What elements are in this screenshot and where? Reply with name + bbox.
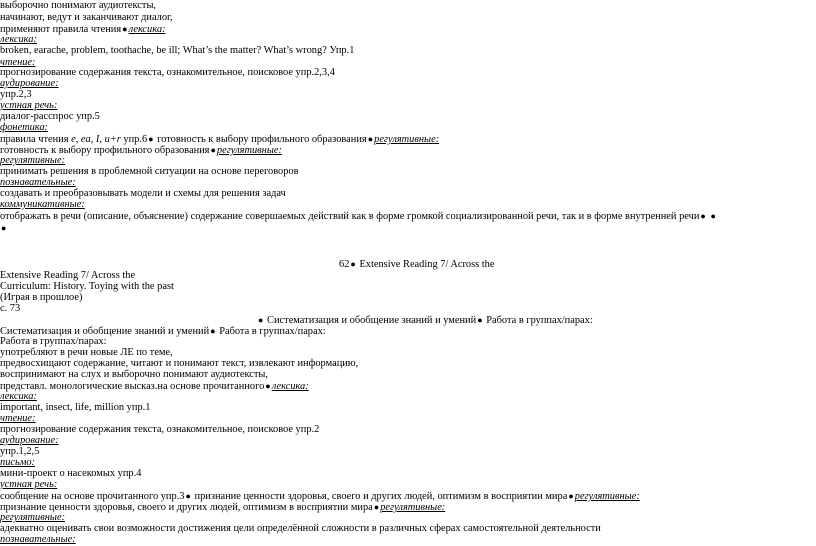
section-heading: регулятивные: (380, 502, 446, 513)
section-heading: лексика: (0, 391, 37, 402)
text-line: упр.2,3 (0, 89, 32, 100)
section-heading: письмо: (0, 457, 36, 468)
bullet-icon: ● (568, 491, 574, 501)
bullet-icon: ● (477, 315, 483, 325)
section-heading: аудирование: (0, 78, 59, 89)
text-segment: упр.6 (120, 134, 148, 145)
bullet-icon: ● (148, 134, 154, 144)
text-line: прогнозирование содержания текста, ознакомительное, поисковое упр.2,3,4 (0, 67, 335, 78)
bullet-icon: ● (350, 259, 356, 269)
text-segment: сообщение на основе прочитанного упр.3 (0, 491, 185, 502)
section-heading: аудирование: (0, 435, 59, 446)
text-line: начинают, ведут и заканчивают диалог, (0, 12, 173, 23)
section-heading: лексика: (128, 24, 166, 35)
lesson-title: Extensive Reading 7/ Across the (359, 259, 495, 270)
section-heading: фонетика: (0, 122, 49, 133)
text-segment: Работа в группах/парах: (486, 315, 593, 326)
text-line: адекватно оценивать свои возможности достижения цели определённой сложности в различных сферах самостоятельной деятельности (0, 523, 601, 534)
text-line: Работа в группах/парах: (0, 336, 107, 347)
bullet-icon: ● (1, 223, 7, 233)
section-heading: устная речь: (0, 100, 58, 111)
lesson-number: 62 (339, 259, 350, 270)
section-heading: лексика: (0, 34, 37, 45)
text-segment: e, ea, I, u+r (71, 134, 121, 145)
bullet-icon: ● (710, 211, 716, 221)
bullet-icon: ● (700, 211, 706, 221)
text-line: создавать и преобразовывать модели и схемы для решения задач (0, 188, 286, 199)
text-line: упр.1,2,5 (0, 446, 40, 457)
text-segment: Систематизация и обобщение знаний и умений (267, 315, 477, 326)
text-segment: готовность к выбору профильного образования (154, 134, 367, 145)
section-heading: регулятивные: (0, 512, 66, 523)
text-segment: Систематизация и обобщение знаний и умений (0, 326, 210, 337)
text-line: выборочно понимают аудиотексты, (0, 0, 157, 11)
text-line: broken, earache, problem, toothache, be ill; What’s the matter? What’s wrong? Упр.1 (0, 45, 355, 56)
text-segment: применяют правила чтения (0, 24, 122, 35)
text-segment: правила чтения (0, 134, 72, 145)
text-line: употребляют в речи новые ЛЕ по теме, (0, 347, 173, 358)
text-line (0, 222, 7, 235)
section-heading: регулятивные: (374, 134, 440, 145)
text-line: диалог-расспрос упр.5 (0, 111, 100, 122)
section-heading: познавательные: (0, 534, 76, 545)
text-line: Extensive Reading 7/ Across the (0, 270, 136, 281)
bullet-icon: ● (258, 315, 264, 325)
text-segment: отображать в речи (описание, объяснение) содержание совершаемых действий как в форме громкой социализированной речи, так и в форме внутренней речи (0, 211, 700, 222)
section-heading: чтение: (0, 413, 36, 424)
section-heading: регулятивные: (216, 145, 282, 156)
text-segment: готовность к выбору профильного образования (0, 145, 210, 156)
section-heading: коммуникативные: (0, 199, 85, 210)
text-segment: Работа в группах/парах: (219, 326, 326, 337)
bullet-icon: ● (265, 381, 271, 391)
text-line: important, insect, life, million упр.1 (0, 402, 151, 413)
text-line: принимать решения в проблемной ситуации на основе переговоров (0, 166, 299, 177)
bullet-icon: ● (373, 502, 380, 512)
section-heading: регулятивные: (574, 491, 640, 502)
bullet-icon: ● (367, 134, 374, 144)
text-line (0, 380, 309, 393)
bullet-icon: ● (122, 24, 128, 34)
text-line: (Играя в прошлое) (0, 292, 83, 303)
text-line (0, 501, 445, 514)
text-line: воспринимают на слух и выборочно понимают аудиотексты, (0, 369, 268, 380)
text-line: с. 73 (0, 303, 21, 314)
section-heading: регулятивные: (0, 155, 66, 166)
section-heading: лексика: (271, 381, 309, 392)
bullet-icon: ● (185, 491, 191, 501)
text-line: Curriculum: History. Toying with the past (0, 281, 174, 292)
text-line: предвосхищают содержание, читают и понимают текст, извлекают информацию, (0, 358, 359, 369)
section-heading: устная речь: (0, 479, 58, 490)
text-line: мини-проект о насекомых упр.4 (0, 468, 142, 479)
text-line (0, 210, 717, 223)
bullet-icon: ● (210, 145, 216, 155)
lesson-heading (339, 258, 495, 271)
text-segment: представл. монологические высказ.на основе прочитанного (0, 381, 265, 392)
text-segment: признание ценности здоровья, своего и других людей, оптимизм в восприятии мира (191, 491, 568, 502)
section-heading: чтение: (0, 57, 36, 68)
bullet-icon: ● (210, 326, 216, 336)
text-segment: признание ценности здоровья, своего и других людей, оптимизм в восприятии мира (0, 502, 373, 513)
text-line: прогнозирование содержания текста, ознакомительное, поисковое упр.2 (0, 424, 320, 435)
section-heading: познавательные: (0, 177, 76, 188)
